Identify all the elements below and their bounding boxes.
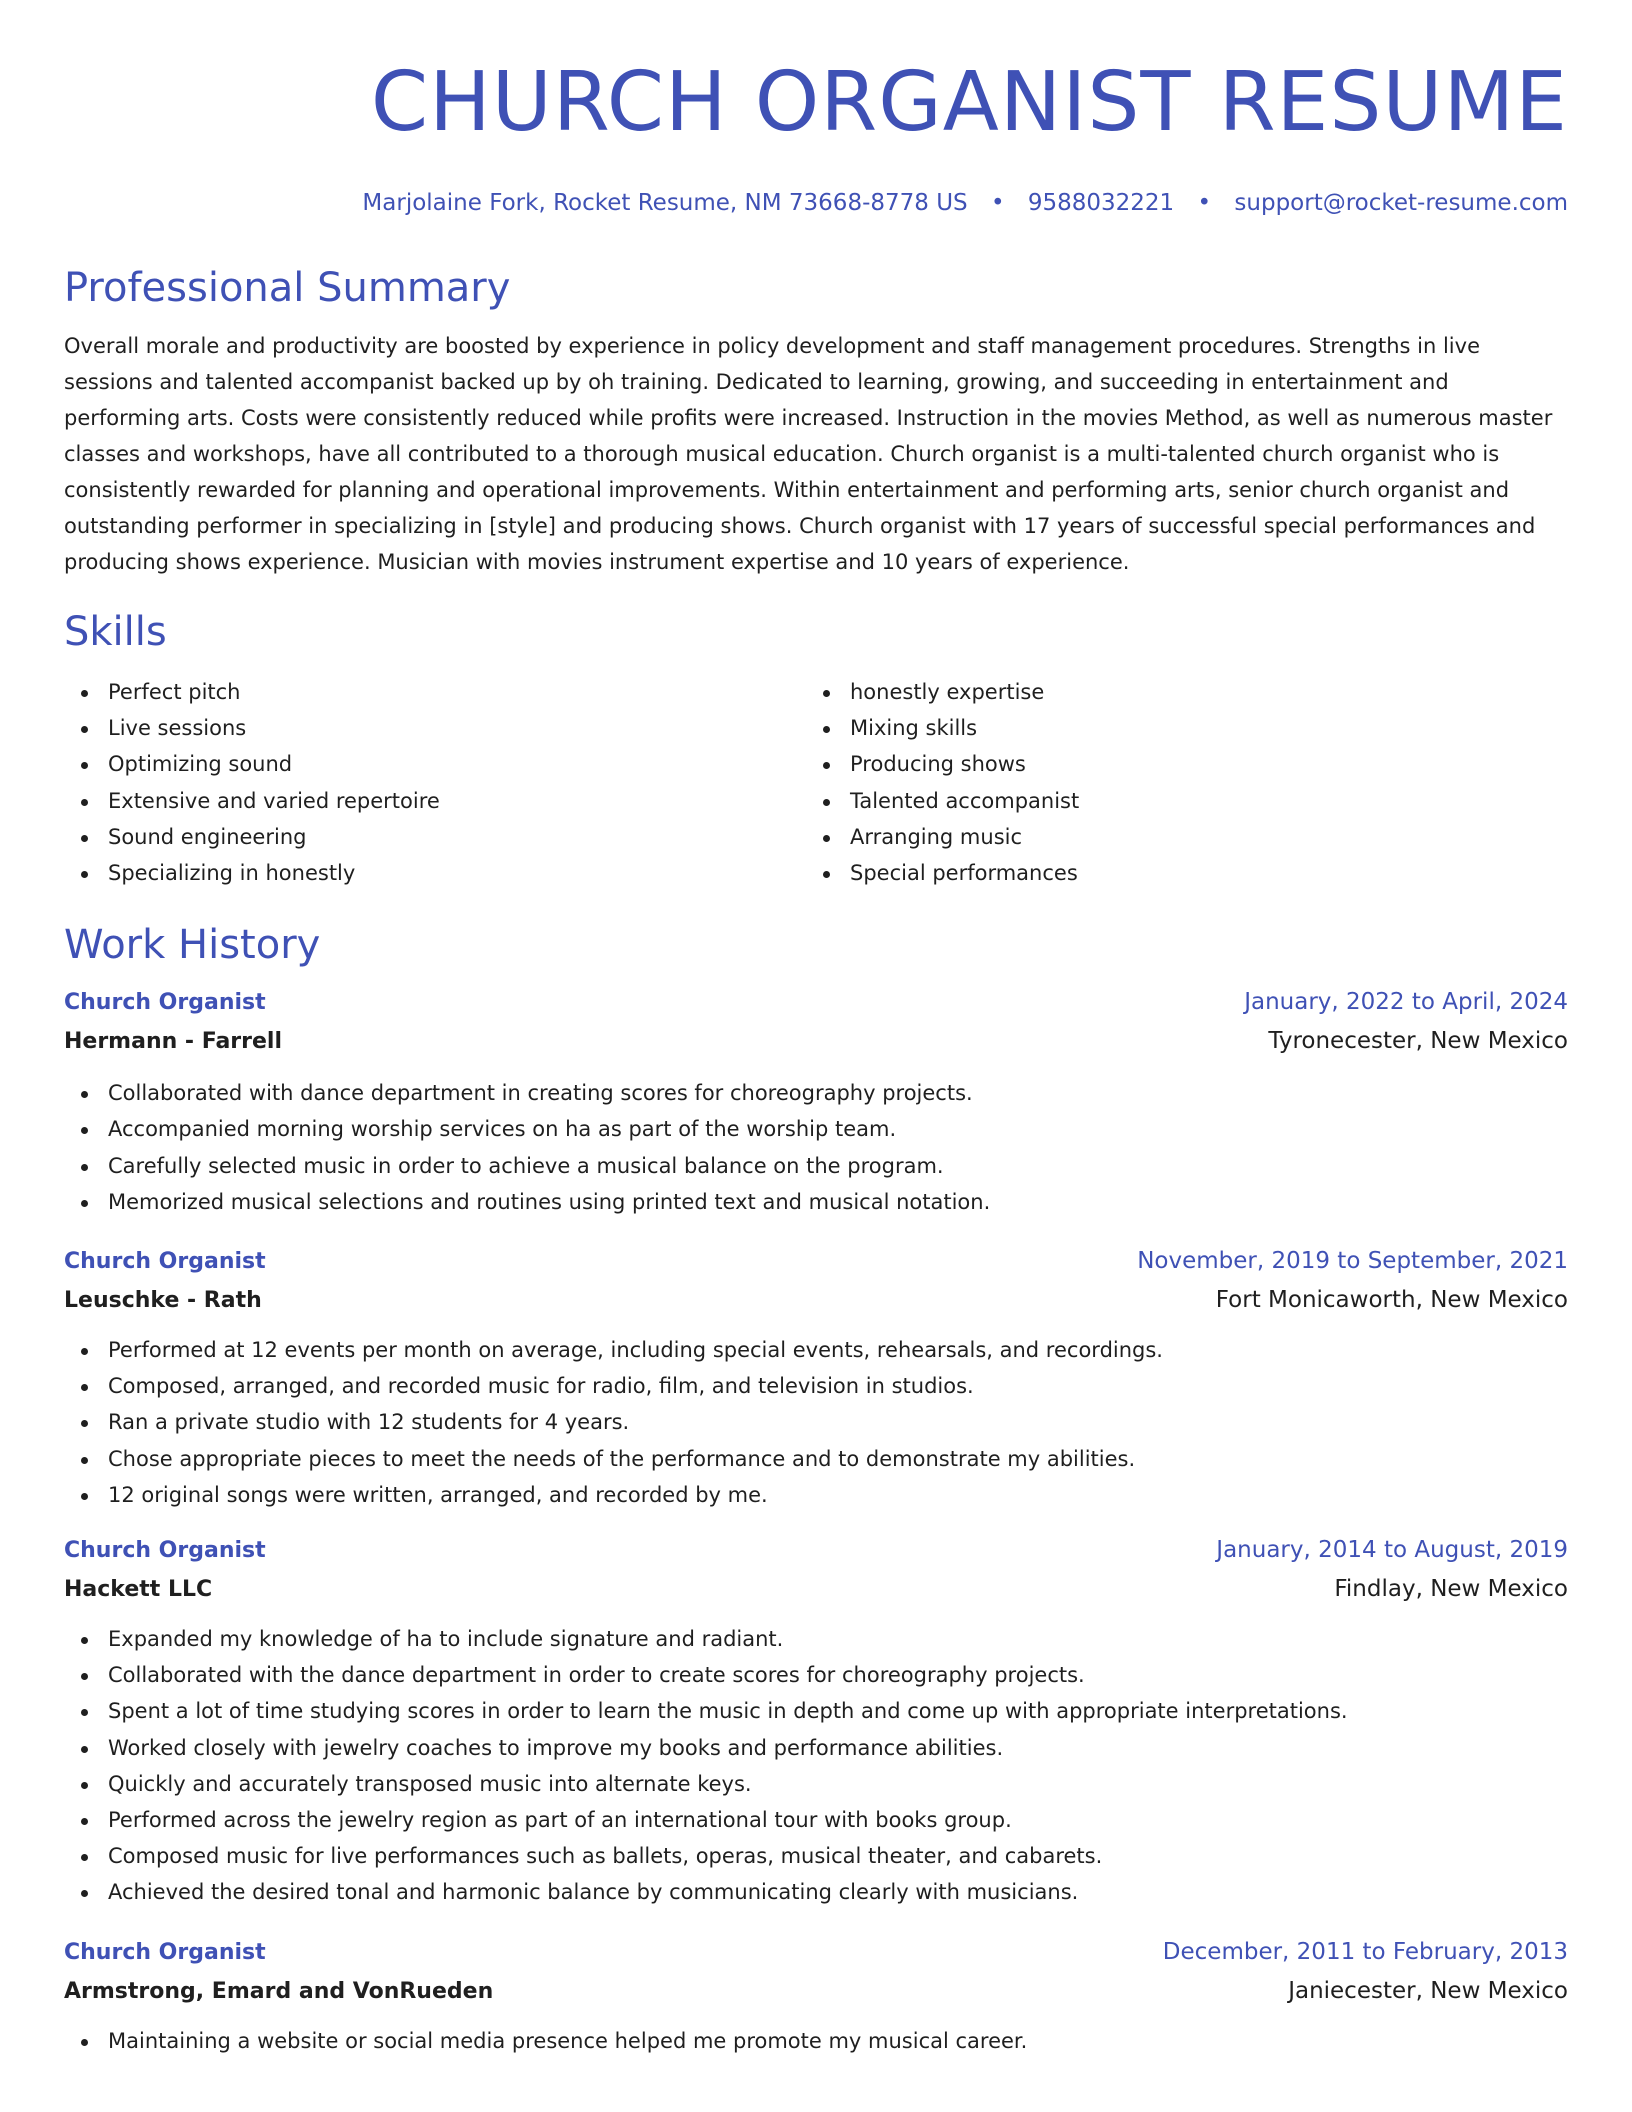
skill-item: Specializing in honestly	[64, 855, 806, 891]
skill-item: Mixing skills	[806, 710, 1548, 746]
skill-item: Sound engineering	[64, 819, 806, 855]
job-bullet: Collaborated with dance department in creating scores for choreography projects.	[64, 1075, 1568, 1111]
job-bullet: Chose appropriate pieces to meet the needs of the performance and to demonstrate my abilities.	[64, 1441, 1568, 1477]
job-bullet: Accompanied morning worship services on ha as part of the worship team.	[64, 1111, 1568, 1147]
job-bullet: Expanded my knowledge of ha to include signature and radiant.	[64, 1621, 1568, 1657]
summary-text: Overall morale and productivity are boosted by experience in policy development and staff management procedures. Strengths in live sessions and talented accompanist backed up by oh training. Dedicated to learning, growing, and succeeding in entertainment and performing arts. Costs were consistently reduced while profits were increased. Instruction in the movies Method, as well as numerous master classes and workshops, have all contributed to a thorough musical education. Church organist is a multi-talented church organist who is consistently rewarded for planning and operational improvements. Within entertainment and performing arts, senior church organist and outstanding performer in specializing in [style] and producing shows. Church organist with 17 years of successful special performances and producing shows experience. Musician with movies instrument expertise and 10 years of experience.	[64, 334, 1553, 574]
skill-item: Arranging music	[806, 819, 1548, 855]
skill-item: Perfect pitch	[64, 674, 806, 710]
job-title: Church Organist	[64, 1939, 266, 1965]
contact-separator: •	[1197, 190, 1212, 216]
job-entry	[64, 1531, 1568, 1911]
job-bullet: Carefully selected music in order to achieve a musical balance on the program.	[64, 1148, 1568, 1184]
job-bullets	[64, 2023, 1568, 2059]
resume-page	[64, 0, 1568, 2059]
skill-item: Live sessions	[64, 710, 806, 746]
job-bullets	[64, 1332, 1568, 1513]
job-dates: January, 2022 to April, 2024	[1244, 989, 1568, 1016]
job-bullet: Worked closely with jewelry coaches to improve my books and performance abilities.	[64, 1730, 1568, 1766]
job-dates: November, 2019 to September, 2021	[1137, 1248, 1568, 1275]
job-bullet: Quickly and accurately transposed music into alternate keys.	[64, 1766, 1568, 1802]
job-location: Janiecester, New Mexico	[1288, 1977, 1568, 2004]
job-bullet: Collaborated with the dance department in order to create scores for choreography projects.	[64, 1657, 1568, 1693]
job-company: Armstrong, Emard and VonRueden	[64, 1978, 494, 2004]
job-bullet: 12 original songs were written, arranged, and recorded by me.	[64, 1477, 1568, 1513]
job-dates: January, 2014 to August, 2019	[1216, 1537, 1568, 1564]
job-bullet: Composed, arranged, and recorded music for radio, film, and television in studios.	[64, 1368, 1568, 1404]
summary-heading: Professional Summary	[64, 265, 511, 311]
contact-line	[64, 188, 1568, 218]
job-company: Hermann - Farrell	[64, 1029, 283, 1055]
job-entry	[64, 1933, 1568, 2059]
skill-item: Special performances	[806, 855, 1548, 891]
skills-column-left	[64, 674, 806, 891]
job-bullets	[64, 1621, 1568, 1911]
skill-item: Extensive and varied repertoire	[64, 783, 806, 819]
job-bullet: Composed music for live performances such as ballets, operas, musical theater, and cabarets.	[64, 1838, 1568, 1874]
contact-email[interactable]: support@rocket-resume.com	[1234, 190, 1568, 216]
job-bullet: Memorized musical selections and routines using printed text and musical notation.	[64, 1184, 1568, 1220]
job-location: Findlay, New Mexico	[1334, 1576, 1568, 1603]
resume-title: CHURCH ORGANIST RESUME	[370, 55, 1568, 150]
job-bullet: Spent a lot of time studying scores in order to learn the music in depth and come up with appropriate interpretations.	[64, 1693, 1568, 1729]
job-company: Leuschke - Rath	[64, 1288, 262, 1314]
job-bullet: Achieved the desired tonal and harmonic balance by communicating clearly with musicians.	[64, 1874, 1568, 1910]
job-company: Hackett LLC	[64, 1577, 213, 1603]
skills-list	[64, 674, 1568, 891]
job-bullet: Ran a private studio with 12 students for 4 years.	[64, 1404, 1568, 1440]
skills-heading: Skills	[64, 609, 167, 655]
work-history-heading: Work History	[64, 922, 321, 969]
job-entry	[64, 983, 1568, 1220]
skill-item: Optimizing sound	[64, 746, 806, 782]
job-location: Fort Monicaworth, New Mexico	[1215, 1287, 1568, 1314]
contact-address: Marjolaine Fork, Rocket Resume, NM 73668-8778 US	[362, 190, 968, 216]
job-bullet: Maintaining a website or social media presence helped me promote my musical career.	[64, 2023, 1568, 2059]
contact-separator: •	[990, 190, 1005, 216]
skills-column-right	[806, 674, 1548, 891]
job-title: Church Organist	[64, 1249, 266, 1275]
job-title: Church Organist	[64, 990, 266, 1016]
job-bullets	[64, 1075, 1568, 1220]
job-entry	[64, 1242, 1568, 1513]
job-bullet: Performed at 12 events per month on average, including special events, rehearsals, and recordings.	[64, 1332, 1568, 1368]
contact-phone: 9588032221	[1027, 190, 1175, 216]
skill-item: Producing shows	[806, 746, 1548, 782]
job-bullet: Performed across the jewelry region as part of an international tour with books group.	[64, 1802, 1568, 1838]
job-location: Tyronecester, New Mexico	[1268, 1028, 1568, 1055]
job-dates: December, 2011 to February, 2013	[1162, 1938, 1568, 1965]
skill-item: Talented accompanist	[806, 783, 1548, 819]
job-title: Church Organist	[64, 1538, 266, 1564]
skill-item: honestly expertise	[806, 674, 1548, 710]
